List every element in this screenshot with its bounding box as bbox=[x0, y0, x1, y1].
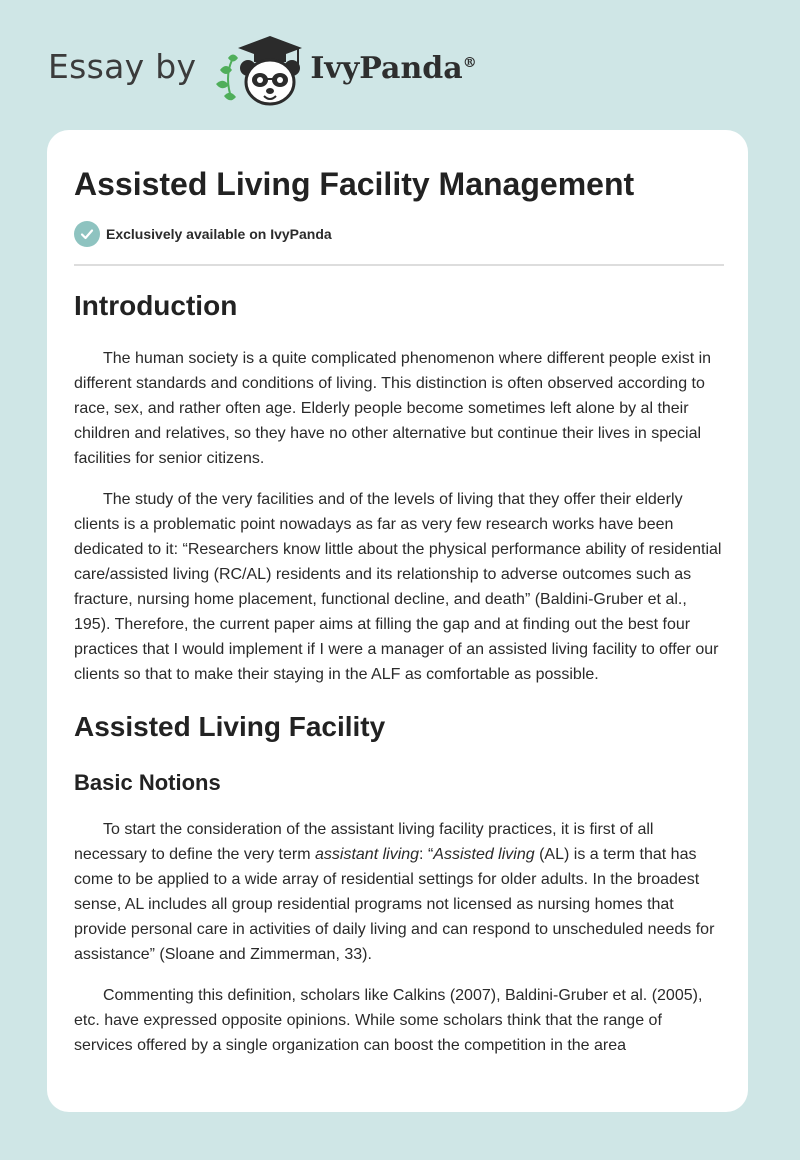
exclusive-text: Exclusively available on IvyPanda bbox=[106, 226, 332, 242]
paragraph-intro-1: The human society is a quite complicated phenomenon where different people exist in different standards and conditions of living. This distinction is often observed according to race, sex, and rather often age. Elderly people become sometimes left alone by al their children and relatives, so they have no other alternative but continue their lives in special facilities for senior citizens. bbox=[74, 350, 712, 467]
term-assistant-living: assistant living bbox=[315, 846, 420, 863]
brand-name[interactable] bbox=[310, 51, 476, 86]
heading-introduction: Introduction bbox=[74, 290, 238, 321]
paragraph-intro-2: The study of the very facilities and of the levels of living that they offer their elderly clients is a problematic point nowadays as far as very few research works have been dedicated to it: “Researchers know little about the physical performance ability of residential care/assisted living (RC/AL) residents and its relationship to adverse outcomes such as fracture, nursing home placement, functional decline, and death” (Baldini-Gruber et al., 195). Therefore, the current paper aims at filling the gap and at finding out the best four practices that I would implement if I were a manager of an assisted living facility to offer our clients so that to make their staying in the ALF as comfortable as possible. bbox=[74, 491, 722, 683]
paragraph-basic-1-part-b: : “ bbox=[419, 846, 434, 863]
heading-basic-notions: Basic Notions bbox=[74, 770, 221, 795]
brand-name-text: IvyPanda bbox=[310, 50, 463, 86]
essay-card bbox=[47, 130, 748, 1112]
term-assisted-living: Assisted living bbox=[433, 846, 535, 863]
paragraph-basic-2: Commenting this definition, scholars like Calkins (2007), Baldini-Gruber et al. (2005), etc. have expressed opposite opinions. While some scholars think that the range of services offered by a single organization can boost the competition in the area bbox=[74, 987, 703, 1054]
exclusive-badge bbox=[74, 221, 724, 247]
essay-content bbox=[74, 164, 724, 1058]
divider bbox=[74, 264, 724, 266]
paragraph-basic-1-part-a: To start the consideration of the assistant living facility practices, it is first of all necessary to define the very term bbox=[74, 821, 654, 863]
paragraph-basic-1-part-c: (AL) is a term that has come to be applied to a wide array of residential settings for older adults. In the broadest sense, AL includes all group residential programs not licensed as nursing homes that provide personal care in activities of daily living and can respond to unscheduled needs for assistance” (Sloane and Zimmerman, 33). bbox=[74, 846, 715, 963]
panda-logo-icon[interactable] bbox=[210, 30, 306, 110]
essay-title: Assisted Living Facility Management bbox=[74, 166, 635, 202]
registered-mark: ® bbox=[462, 54, 477, 71]
heading-assisted-living-facility: Assisted Living Facility bbox=[74, 711, 386, 742]
brand-header bbox=[48, 30, 477, 110]
check-icon bbox=[74, 221, 100, 247]
paragraph-basic-1 bbox=[74, 817, 724, 967]
brand-prefix: Essay by bbox=[48, 46, 197, 86]
